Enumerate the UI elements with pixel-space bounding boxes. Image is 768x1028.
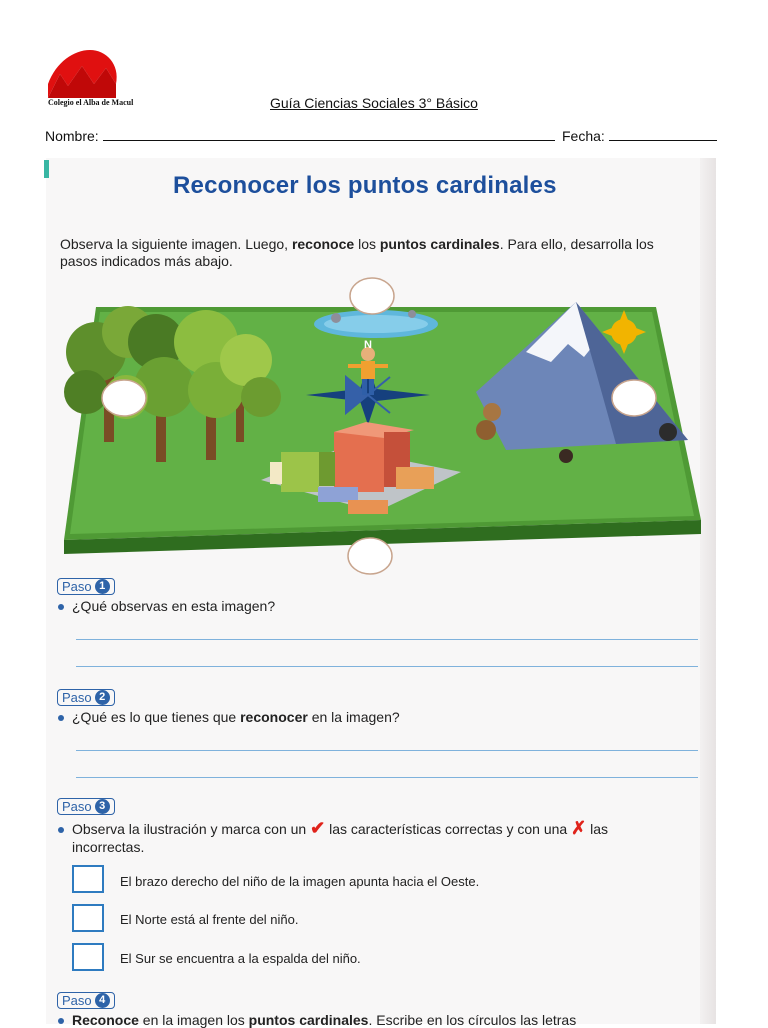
answer-line[interactable]	[76, 750, 698, 751]
statement-3: El Sur se encuentra a la espalda del niño.	[120, 951, 361, 966]
step-3-instruction-cont: incorrectas.	[72, 839, 145, 855]
school-name: Colegio el Alba de Macul	[48, 98, 134, 107]
north-answer-circle	[350, 278, 394, 314]
step-4-badge: Paso 4	[57, 992, 115, 1009]
date-label: Fecha:	[562, 128, 605, 144]
answer-line[interactable]	[76, 666, 698, 667]
step-3-instruction: Observa la ilustración y marca con un ✔ las características correctas y con una ✗ las	[58, 820, 608, 838]
statement-2-checkbox[interactable]	[72, 904, 104, 932]
step-2-badge: Paso 2	[57, 689, 115, 706]
answer-line[interactable]	[76, 777, 698, 778]
date-blank[interactable]	[609, 128, 717, 141]
bullet-icon	[58, 1018, 64, 1024]
cross-mark-icon: ✗	[571, 818, 587, 838]
step-1-badge: Paso 1	[57, 578, 115, 595]
step-4-instruction: Reconoce en la imagen los puntos cardinales. Escribe en los círculos las letras	[58, 1012, 576, 1028]
intro-text: Observa la siguiente imagen. Luego, reconoce los puntos cardinales. Para ello, desarrolla los pasos indicados más abajo.	[60, 236, 654, 269]
guide-title: Guía Ciencias Sociales 3° Básico	[270, 95, 478, 111]
section-title: Reconocer los puntos cardinales	[173, 172, 557, 199]
statement-3-checkbox[interactable]	[72, 943, 104, 971]
statement-1-checkbox[interactable]	[72, 865, 104, 893]
bullet-icon	[58, 715, 64, 721]
check-mark-icon: ✔	[310, 818, 326, 838]
statement-2: El Norte está al frente del niño.	[120, 912, 299, 927]
answer-line[interactable]	[76, 639, 698, 640]
south-answer-circle	[348, 538, 392, 574]
name-label: Nombre:	[45, 128, 99, 144]
east-answer-circle	[612, 380, 656, 416]
bullet-icon	[58, 827, 64, 833]
cardinal-points-illustration	[56, 272, 706, 582]
step-3-badge: Paso 3	[57, 798, 115, 815]
north-letter: N	[364, 339, 372, 351]
west-answer-circle	[102, 380, 146, 416]
statement-1: El brazo derecho del niño de la imagen apunta hacia el Oeste.	[120, 874, 480, 889]
date-field[interactable]	[562, 128, 717, 144]
name-field[interactable]	[45, 128, 555, 144]
bullet-icon	[58, 604, 64, 610]
teal-marker	[44, 160, 49, 178]
step-2-question: ¿Qué es lo que tienes que reconocer en la imagen?	[58, 709, 400, 725]
step-1-question: ¿Qué observas en esta imagen?	[58, 598, 275, 614]
name-blank[interactable]	[103, 128, 555, 141]
